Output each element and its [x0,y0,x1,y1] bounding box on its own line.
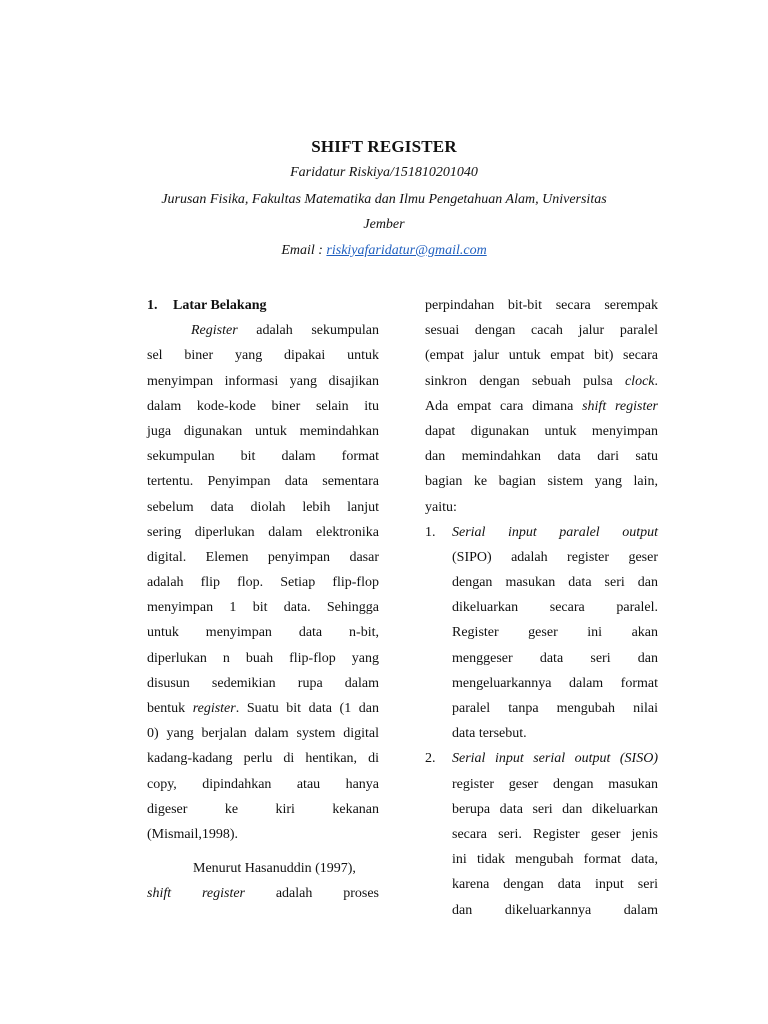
paragraph-1-line: 0) yang berjalan dalam system digital [147,726,379,742]
paragraph-1-line: sekumpulan bit dalam format [147,449,379,465]
intro-line: dapat digunakan untuk menyimpan [425,423,658,439]
intro-line: perpindahan bit-bit secara serempak [425,298,658,313]
paragraph-1-line: tertentu. Penyimpan data sementara [147,474,379,490]
italic-term: shift register [582,398,659,414]
paragraph-1-line: diperlukan n buah flip-flop yang [147,650,379,666]
intro-line: yaitu: [425,499,457,515]
italic-term: clock [624,373,655,389]
paragraph-1-line: menyimpan 1 bit data. Sehingga [147,600,379,616]
paragraph-1-line: (Mismail,1998). [147,826,238,842]
paragraph-1-line: dalam kode-kode biner selain itu [147,398,379,414]
paragraph-1-line: sebelum data diolah lebih lanjut [147,499,379,515]
paragraph-2-line: Menurut Hasanuddin (1997), [193,861,356,877]
author-line: Faridatur Riskiya/151810201040 [290,165,478,180]
section-heading [147,293,379,318]
list-item-2-line: secara seri. Register geser jenis [452,826,658,842]
list-item-2-line: register geser dengan masukan [452,776,658,792]
paragraph-1-line: kadang-kadang perlu di hentikan, di [147,751,379,767]
affiliation-line-1: Jurusan Fisika, Fakultas Matematika dan Ilmu Pengetahuan Alam, Universitas [161,192,607,207]
paragraph-1-line: disusun sedemikian rupa dalam [147,675,379,691]
list-item-2-title: 2. Serial input serial output (SISO) [425,746,658,771]
paragraph-1-line: sering diperlukan dalam elektronika [147,524,379,540]
paragraph-1-line: copy, dipindahkan atau hanya [147,776,379,792]
list-item-1-line: data tersebut. [452,726,527,742]
intro-line: (empat jalur untuk empat bit) secara [425,348,658,364]
list-item-1-line: mengeluarkannya dalam format [452,675,658,691]
list-item-2-line: berupa data seri dan dikeluarkan [452,801,658,817]
list-item-1-line: Register geser ini akan [452,625,658,641]
paragraph-2-line: shift register adalah proses [147,886,379,902]
list-item-1-line: paralel tanpa mengubah nilai [452,701,658,716]
paragraph-1-line: Register adalah sekumpulan [191,323,379,339]
list-item-2-line: karena dengan data input seri [452,877,658,893]
email-link[interactable]: riskiyafaridatur@gmail.com [326,243,487,258]
list-item-2-line: ini tidak mengubah format data, [452,852,658,868]
list-number: 1. [425,524,436,540]
paragraph-1 [147,318,379,847]
list-item-2-line: dan dikeluarkannya dalam [452,902,658,918]
paragraph-1-line: digital. Elemen penyimpan dasar [147,549,379,565]
paragraph-1-line: digeser ke kiri kekanan [147,801,379,817]
intro-line: dan memindahkan data dari satu [425,449,658,465]
list-item-1-line: dikeluarkan secara paralel. [452,600,658,616]
list-item-1-title: 1. Serial input paralel output [425,520,658,545]
paragraph-1-line: juga digunakan untuk memindahkan [147,423,379,439]
paragraph-1-line: untuk menyimpan data n-bit, [147,625,379,641]
paragraph-1-line: menyimpan informasi yang disajikan [147,373,379,389]
italic-term: shift register [147,886,245,902]
list-item-2-body [425,772,658,923]
right-column [425,293,658,923]
paragraph-1-line: adalah flip flop. Setiap flip-flop [147,575,379,591]
list-item-1-line: dengan masukan data seri dan [452,575,658,591]
paper-title: SHIFT REGISTER [311,137,457,156]
intro-line: Ada empat cara dimana shift register [425,398,659,414]
intro-line: sesuai dengan cacah jalur paralel [425,323,658,339]
list-item-1-line: menggeser data seri dan [452,650,658,666]
left-column [147,293,379,907]
list-item-1-line: (SIPO) adalah register geser [452,549,658,565]
paragraph-1-line: sel biner yang dipakai untuk [147,348,379,364]
section-number: 1. [147,298,158,313]
paragraph-1-line: bentuk register. Suatu bit data (1 dan [147,701,379,716]
intro-line: sinkron dengan sebuah pulsa clock. [425,373,658,389]
list-number: 2. [425,751,436,767]
email-label: Email : [281,243,327,258]
list-item-1-body [425,545,658,747]
section-title: Latar Belakang [173,298,267,313]
affiliation-line-2: Jember [363,217,405,232]
email-line [0,243,768,259]
intro-line: bagian ke bagian sistem yang lain, [425,474,658,490]
